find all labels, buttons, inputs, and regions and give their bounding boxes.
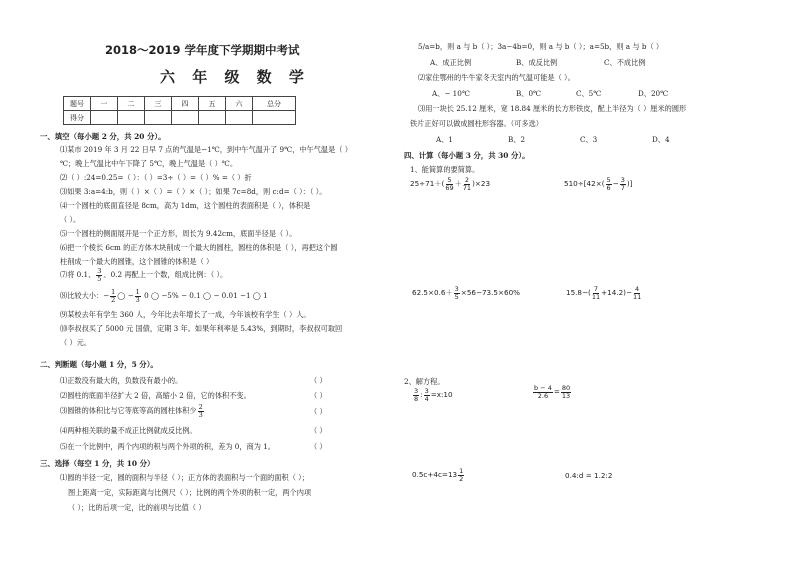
- option-b[interactable]: B、0℃: [516, 89, 542, 98]
- equation-3: [412, 468, 465, 482]
- fraction-denominator: 3: [198, 410, 203, 419]
- fraction-denominator: 2: [459, 474, 464, 483]
- fraction-numerator: 80: [561, 384, 571, 392]
- option-a[interactable]: A、1: [436, 135, 453, 144]
- equation-2: [532, 385, 572, 399]
- fraction-denominator: 8: [414, 394, 419, 403]
- expr-text: 510÷[42×(: [564, 179, 605, 188]
- fraction-numerator: 3: [414, 387, 419, 395]
- expr-text: =x:10: [430, 390, 453, 399]
- question-7: [60, 268, 227, 282]
- score-cell: 三: [145, 97, 172, 111]
- fraction-numerator: b − 4: [534, 384, 552, 392]
- fraction-denominator: 6: [606, 183, 611, 192]
- question-2: ⑵（ ）:24=0.25=（ ）：（ ）=3÷（ ）=（ ）% =（ ）折: [60, 173, 252, 182]
- score-cell: 六: [226, 97, 253, 111]
- expr-fraction: [413, 388, 419, 402]
- score-cell: 五: [199, 97, 226, 111]
- calc-expression-1: [410, 177, 490, 191]
- calc-expression-4: [566, 286, 642, 300]
- score-blank[interactable]: [172, 111, 199, 125]
- fraction-denominator: 4: [424, 394, 429, 403]
- score-cell: 二: [118, 97, 145, 111]
- expr-text: 25÷71＋(: [410, 179, 445, 188]
- question-6a: ⑹把一个棱长 6cm 的正方体木块削成一个最大的圆柱，圆柱的体积是（ ），再把这个圆: [60, 243, 338, 252]
- fraction-numerator: 2: [198, 403, 203, 411]
- question-9: ⑼某校去年有学生 360 人，今年比去年增长了一成，今年该校有学生（ ）人。: [60, 310, 311, 319]
- judge-paren-4[interactable]: （ ）: [310, 426, 327, 435]
- question-6b: 柱削成一个最大的圆锥，这个圆锥的体积是（ ）: [60, 257, 214, 266]
- choice-line-1: ⑴圆的半径一定，圆的面积与半径（ ）；正方体的表面积与一个面的面积（ ）；: [60, 473, 309, 482]
- section1-heading: 一、填空（每小题 2 分，共 20 分）。: [40, 132, 166, 141]
- q7-suffix: 、0.2 再配上一个数，组成比例：（ ）。: [103, 270, 228, 279]
- judge-item-3-fraction: [198, 404, 204, 418]
- question-5: ⑸一个圆柱的侧面展开是一个正方形，周长为 9.42cm，底面半径是（ ）。: [60, 229, 297, 238]
- choice-line-3: （ ）；比的后项一定，比的前项与比值（ ）: [68, 503, 206, 512]
- judge-paren-5[interactable]: （ ）: [310, 442, 327, 451]
- expr-fraction: [561, 385, 571, 399]
- fraction-numerator: 5: [447, 176, 452, 184]
- equation-subheading: 2、解方程。: [404, 377, 445, 386]
- score-table: [63, 96, 296, 125]
- expr-fraction: [458, 468, 464, 482]
- fraction-numerator: 5: [606, 176, 611, 184]
- q7-prefix: ⑺将 0.1、: [60, 270, 96, 279]
- option-c[interactable]: C、不成比例: [604, 58, 646, 67]
- judge-paren-1[interactable]: （ ）: [310, 376, 327, 385]
- score-cell: 总分: [253, 97, 296, 111]
- score-cell: 四: [172, 97, 199, 111]
- question-10b: （ ）元。: [60, 338, 92, 347]
- option-d[interactable]: D、4: [652, 135, 670, 144]
- expr-fraction: [606, 177, 612, 191]
- judge-item-3-text: ⑶圆锥的体积比与它等底等高的圆柱体积少: [60, 406, 197, 415]
- expr-text: :: [420, 390, 423, 399]
- judge-item-2: ⑵圆柱的底面半径扩大 2 倍，高缩小 2 倍，它的体积不变。: [60, 391, 251, 400]
- calc-subheading: 1、能简算的要简算。: [410, 165, 480, 174]
- expr-text: =: [553, 387, 560, 396]
- score-blank[interactable]: [226, 111, 253, 125]
- option-c[interactable]: C、5℃: [576, 89, 602, 98]
- exam-subject: 六 年 级 数 学: [160, 68, 310, 86]
- expr-fraction: [445, 177, 453, 191]
- expr-text: 62.5×0.6＋: [412, 288, 453, 297]
- question-4b: （ ）。: [60, 215, 81, 224]
- exam-title: 2018～2019 学年度下学期期中考试: [105, 43, 300, 57]
- judge-item-5: ⑸在一个比例中，两个内项的积与两个外项的积，差为 0，商为 1。: [60, 442, 275, 451]
- fraction-denominator: 13: [561, 391, 571, 400]
- expr-fraction: [454, 286, 460, 300]
- score-blank[interactable]: [91, 111, 118, 125]
- judge-paren-3[interactable]: （ ）: [310, 407, 327, 416]
- score-blank[interactable]: [145, 111, 172, 125]
- expr-fraction: [620, 177, 626, 191]
- fraction-denominator: 3: [135, 295, 140, 304]
- expr-fraction: [533, 385, 553, 399]
- option-a[interactable]: A、成正比例: [430, 58, 472, 67]
- q7-fraction: [96, 268, 102, 282]
- choice-question-3b: 铁片正好可以做成圆柱形容器。（可多选）: [410, 119, 543, 128]
- choice-right-line-1: 5/a=b，则 a 与 b（ ）；3a−4b=0，则 a 与 b（ ）；a=5b，则 a 与 b（ ）: [418, 42, 664, 51]
- option-b[interactable]: B、成反比例: [516, 58, 558, 67]
- fraction-denominator: 5: [97, 274, 102, 283]
- option-d[interactable]: D、20℃: [638, 89, 669, 98]
- q8-middle: ◯ −: [117, 291, 134, 300]
- q8-fraction-1: [110, 289, 116, 303]
- expr-text: ＋: [454, 179, 462, 188]
- expr-fraction: [633, 286, 641, 300]
- fraction-numerator: 3: [620, 176, 625, 184]
- option-b[interactable]: B、2: [508, 135, 526, 144]
- expr-text: 0.5c+4c=13: [412, 470, 458, 479]
- fraction-denominator: 11: [591, 292, 601, 301]
- choice-question-2: ⑵家住鄂州的牛牛家冬天室内的气温可能是（ ）。: [418, 73, 575, 82]
- fraction-numerator: 7: [593, 285, 599, 293]
- choice-line-2: 图上距离一定，实际距离与比例尺（ ）；比例的两个外项的积一定，两个内项: [68, 488, 312, 497]
- section2-heading: 二、判断题（每小题 1 分，5 分）。: [40, 360, 158, 369]
- section4-heading: 四、计算（每小题 3 分，共 30 分）。: [404, 151, 530, 160]
- fraction-numerator: 4: [635, 285, 640, 293]
- score-table-header-row: [64, 97, 296, 111]
- judge-item-3: [60, 404, 205, 418]
- fraction-numerator: 3: [454, 285, 459, 293]
- score-cell: 一: [91, 97, 118, 111]
- calc-expression-2: [564, 177, 632, 191]
- expr-fraction: [424, 388, 430, 402]
- fraction-denominator: 2: [111, 295, 116, 304]
- question-10a: ⑽李叔叔买了 5000 元 国债，定期 3 年。如果年利率是 5.43%，到期时，李叔叔可取回: [60, 324, 343, 333]
- question-4a: ⑷一个圆柱的底面直径是 8cm，高为 1dm，这个圆柱的表面积是（ ），体积是: [60, 201, 311, 210]
- fraction-denominator: 5: [454, 292, 459, 301]
- section3-heading: 三、选择（每空 1 分，共 10 分）: [40, 459, 155, 468]
- fraction-denominator: 69: [445, 183, 454, 192]
- question-8: [60, 289, 268, 303]
- score-blank[interactable]: [199, 111, 226, 125]
- fraction-numerator: 1: [459, 467, 464, 475]
- expr-text: )×23: [472, 179, 491, 188]
- fraction-numerator: 1: [111, 288, 116, 296]
- score-blank[interactable]: [253, 111, 296, 125]
- equation-1: [412, 388, 453, 402]
- question-1b: ℃；晚上气温比中午下降了 5℃，晚上气温是（ ）℃。: [60, 159, 238, 168]
- equation-4: 0.4:d = 1.2:2: [565, 471, 613, 480]
- option-c[interactable]: C、3: [580, 135, 598, 144]
- choice-question-3a: ⑶用一块长 25.12 厘米，宽 18.84 厘米的长方形铁皮，配上半径为（ ）厘米的圆形: [418, 104, 687, 113]
- fraction-denominator: 11: [632, 292, 642, 301]
- expr-fraction: [592, 286, 600, 300]
- judge-item-1: ⑴正数没有最大的，负数没有最小的。: [60, 376, 183, 385]
- option-a[interactable]: A、− 10℃: [432, 89, 470, 98]
- expr-text: −: [612, 179, 619, 188]
- expr-text: ×56−73.5×60%: [460, 288, 520, 297]
- score-cell: 得分: [64, 111, 91, 125]
- fraction-numerator: 3: [97, 267, 102, 275]
- expr-text: +14.2)−: [601, 288, 632, 297]
- score-blank[interactable]: [118, 111, 145, 125]
- fraction-numerator: 1: [135, 288, 140, 296]
- score-cell: 题号: [64, 97, 91, 111]
- judge-item-4: ⑷两种相关联的量不成正比例就成反比例。: [60, 426, 197, 435]
- fraction-numerator: 2: [464, 176, 469, 184]
- fraction-denominator: 7: [620, 183, 625, 192]
- score-table-score-row: [64, 111, 296, 125]
- expr-text: )]: [626, 179, 633, 188]
- q8-suffix: 0 ◯ −5% − 0.1 ◯ − 0.01 −1 ◯ 1: [141, 291, 268, 300]
- question-3: ⑶如果 3:a=4:b，则（ ）×（ ）=（ ）×（ ）；如果 7c=8d，则 c:d=（ ）：（ ）。: [60, 187, 327, 196]
- expr-text: 15.8−(: [566, 288, 591, 297]
- q8-fraction-2: [135, 289, 141, 303]
- fraction-denominator: 2.6: [537, 391, 549, 400]
- expr-fraction: [463, 177, 471, 191]
- q8-prefix: ⑻比较大小：−: [60, 291, 110, 300]
- fraction-denominator: 71: [462, 183, 472, 192]
- fraction-numerator: 3: [424, 387, 429, 395]
- calc-expression-3: [412, 286, 520, 300]
- judge-paren-2[interactable]: （ ）: [310, 391, 327, 400]
- question-1a: ⑴某市 2019 年 3 月 22 日早 7 点的气温是−1℃，到中午气温升了 9℃，中午气温是（ ）: [60, 145, 352, 154]
